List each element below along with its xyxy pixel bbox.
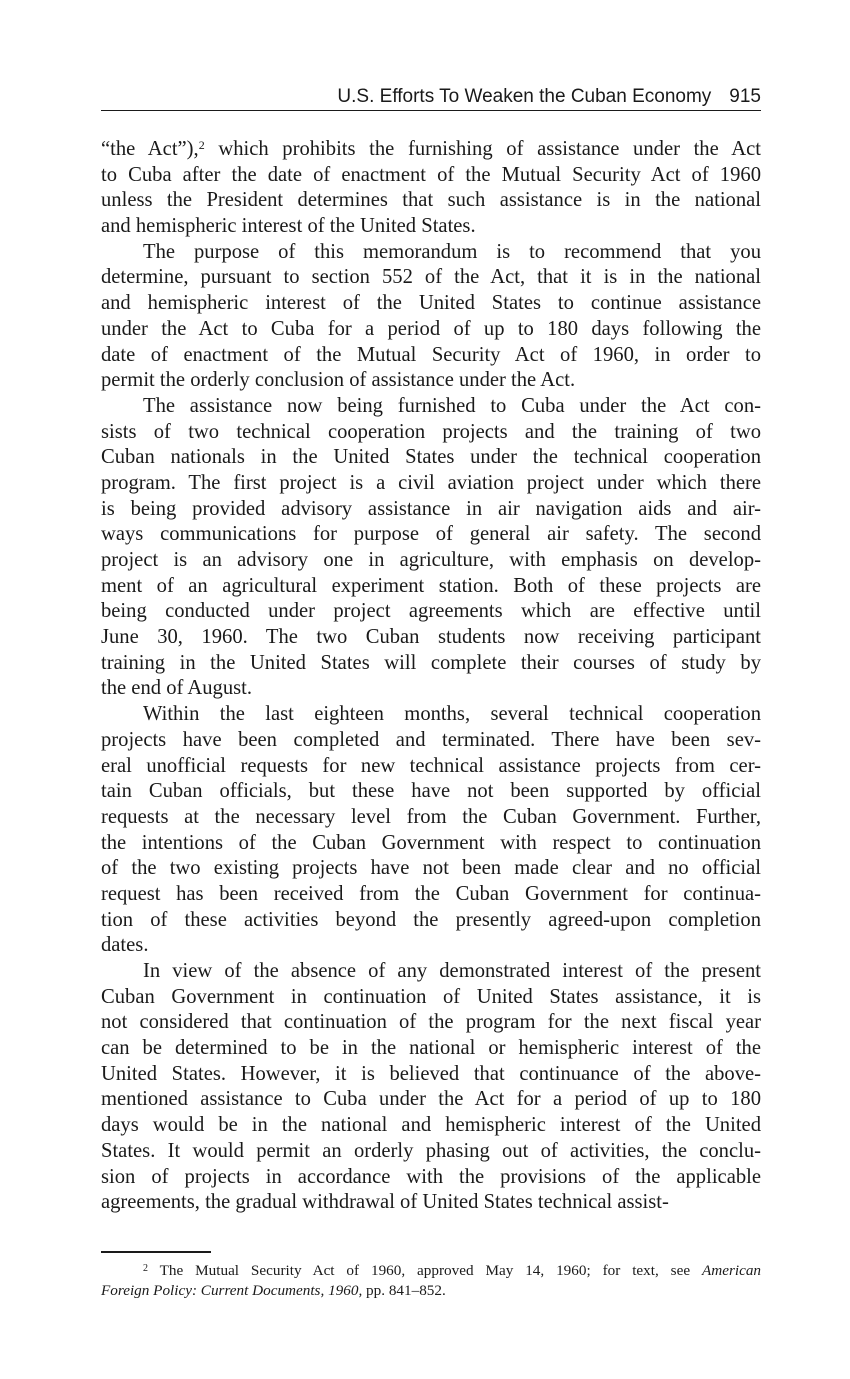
paragraph	[101, 702, 761, 959]
running-title: U.S. Efforts To Weaken the Cuban Economy	[337, 86, 712, 107]
text-line: to Cuba after the date of enactment of the Mutual Security Act of 1960	[101, 163, 761, 186]
text-line: dates.	[101, 934, 149, 957]
text-line: Cuban nationals in the United States under the technical cooperation	[101, 446, 761, 469]
text-line: projects have been completed and terminated. There have been sev-	[101, 728, 761, 751]
text-line: the intentions of the Cuban Government with respect to continuation	[101, 831, 761, 854]
text-line: United States. However, it is believed that continuance of the above-	[101, 1062, 761, 1085]
text-line: can be determined to be in the national or hemispheric interest of the	[101, 1037, 761, 1060]
paragraph	[101, 137, 761, 240]
text-line: is being provided advisory assistance in air navigation aids and air-	[101, 497, 761, 520]
footnote-line	[101, 1261, 761, 1281]
text-line: and hemispheric interest of the United States to continue assistance	[101, 292, 761, 315]
text-line: agreements, the gradual withdrawal of United States technical assist-	[101, 1191, 669, 1214]
text-line: not considered that continuation of the program for the next fiscal year	[101, 1011, 761, 1034]
text-line: ways communications for purpose of general air safety. The second	[101, 523, 761, 546]
text-line: sion of projects in accordance with the provisions of the applicable	[101, 1165, 761, 1188]
text-line: June 30, 1960. The two Cuban students now receiving participant	[101, 626, 761, 649]
footnote-text: The Mutual Security Act of 1960, approved May 14, 1960; for text, see	[159, 1262, 691, 1279]
paragraph	[101, 394, 761, 702]
text-line: of the two existing projects have not been made clear and no official	[101, 857, 761, 880]
text-line: the end of August.	[101, 677, 253, 700]
text-line: training in the United States will complete their courses of study by	[101, 651, 761, 674]
text-line: tain Cuban officials, but these have not been supported by official	[101, 780, 761, 803]
text-line: program. The first project is a civil aviation project under which there	[101, 471, 761, 494]
text-line: and hemispheric interest of the United States.	[101, 215, 476, 238]
text-line: unless the President determines that such assistance is in the national	[101, 189, 761, 212]
text-line: tion of these activities beyond the presently agreed-upon completion	[101, 908, 761, 931]
paragraph	[101, 959, 761, 1216]
page-number: 915	[729, 86, 761, 107]
text-line: “the Act”),$^2$ which prohibits the furnishing of assistance under the Act	[101, 138, 761, 160]
text-line: permit the orderly conclusion of assistance under the Act.	[101, 369, 576, 392]
text-line: Within the last eighteen months, several technical cooperation	[143, 703, 761, 726]
text-line: ment of an agricultural experiment station. Both of these projects are	[101, 574, 761, 597]
text-line: date of enactment of the Mutual Security Act of 1960, in order to	[101, 343, 761, 366]
footnote	[101, 1261, 761, 1301]
text-line: under the Act to Cuba for a period of up to 180 days following the	[101, 317, 761, 340]
text-line: days would be in the national and hemispheric interest of the United	[101, 1114, 761, 1137]
text-line: determine, pursuant to section 552 of the Act, that it is in the national	[101, 266, 761, 289]
text-line: requests at the necessary level from the Cuban Government. Further,	[101, 805, 761, 828]
footnote-reference: 2	[198, 138, 205, 152]
text-line: eral unofficial requests for new technical assistance projects from cer-	[101, 754, 761, 777]
text-line: sists of two technical cooperation projects and the training of two	[101, 420, 761, 443]
text-line: being conducted under project agreements which are effective until	[101, 600, 761, 623]
text-line: States. It would permit an orderly phasing out of activities, the conclu-	[101, 1139, 761, 1162]
paragraph	[101, 240, 761, 394]
footnote-line	[101, 1281, 761, 1301]
text-line: request has been received from the Cuban Government for continua-	[101, 882, 761, 905]
footnote-italic-title: Foreign Policy: Current Documents, 1960,	[101, 1282, 363, 1299]
running-head	[101, 84, 761, 111]
body-text	[101, 137, 761, 1216]
footnote-rule	[101, 1251, 211, 1253]
text-line: project is an advisory one in agriculture, with emphasis on develop-	[101, 549, 761, 571]
footnote-marker: 2	[143, 1263, 148, 1274]
text-line: mentioned assistance to Cuba under the Act for a period of up to 180	[101, 1088, 761, 1111]
text-line: The purpose of this memorandum is to recommend that you	[143, 240, 761, 263]
footnote-italic-title: American	[701, 1262, 762, 1279]
text-line: In view of the absence of any demonstrated interest of the present	[143, 960, 761, 982]
text-line: Cuban Government in continuation of United States assistance, it is	[101, 985, 761, 1008]
footnote-pages: pp. 841–852.	[366, 1282, 446, 1299]
text-line: The assistance now being furnished to Cuba under the Act con-	[143, 394, 761, 417]
